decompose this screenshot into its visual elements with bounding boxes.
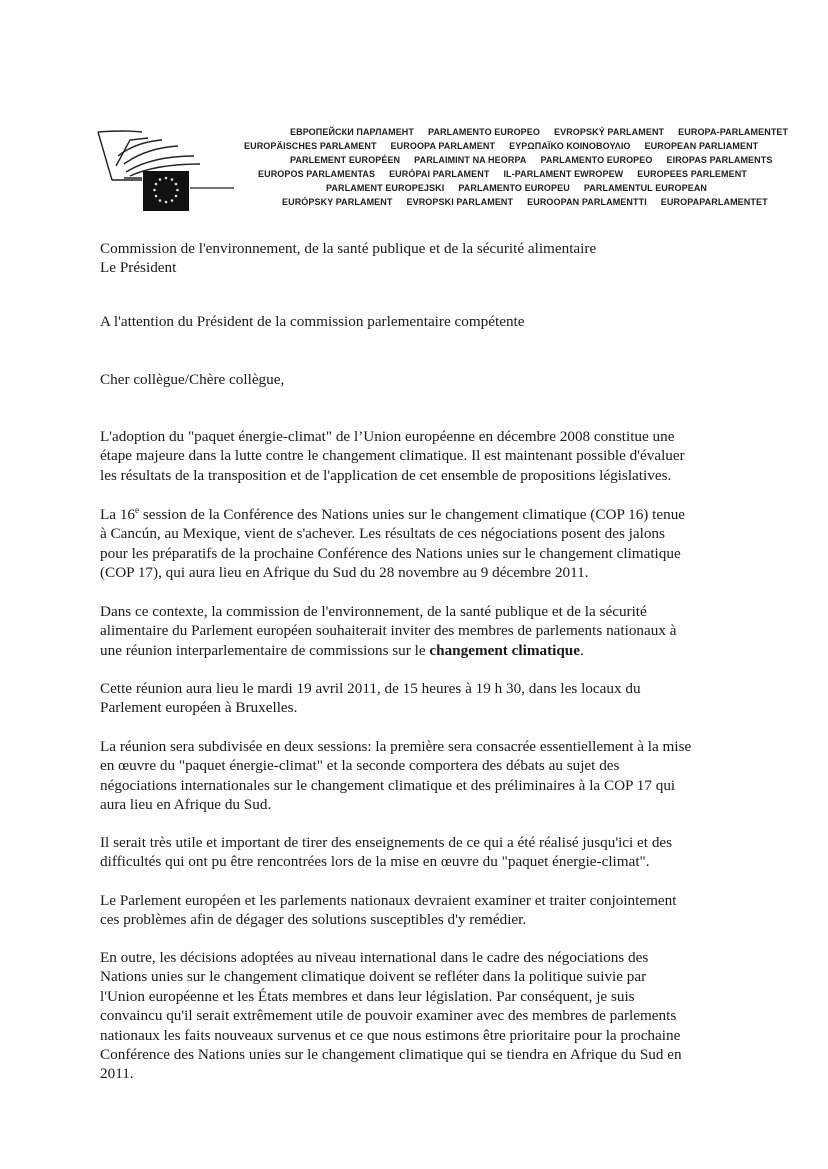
text-line: Conférence des Nations unies sur le changement climatique qui se tiendra en Afrique du Sud en [100,1046,682,1064]
text-line: Dans ce contexte, la commission de l'environnement, de la santé publique et de la sécurité [100,603,647,620]
text-line: Parlement européen à Bruxelles. [100,699,298,717]
paragraph-6 [100,833,748,872]
text-line: La réunion sera subdivisée en deux sessions: la première sera consacrée essentiellement à la mise [100,738,692,755]
text-line: Nations unies sur le changement climatique doivent se refléter dans la politique suivie par [100,968,647,986]
letterhead-line [290,155,786,165]
text-line [100,505,748,524]
letterhead-name: EIROPAS PARLAMENTS [666,155,773,165]
letterhead-name: PARLAIMINT NA HEORPA [414,155,527,165]
text-fragment: La 16 [100,506,136,523]
letterhead-name: EUROPA-PARLAMENTET [678,127,789,137]
text-line: Il serait très utile et important de tirer des enseignements de ce qui a été réalisé jusqu'ici et des [100,834,673,851]
committee-name: Commission de l'environnement, de la santé publique et de la sécurité alimentaire [100,240,597,257]
text-line: étape majeure dans la lutte contre le changement climatique. Il est maintenant possible d'évaluer [100,447,685,465]
text-line: aura lieu en Afrique du Sud. [100,796,272,814]
text-line: En outre, les décisions adoptées au niveau international dans le cadre des négociations des [100,949,649,966]
salutation-text: Cher collègue/Chère collègue, [100,371,285,388]
text-line [100,641,748,660]
text-line: nationaux les faits nouveaux survenus et ce que nous estimons être prioritaire pour la prochaine [100,1026,681,1044]
letterhead-name: PARLAMENTUL EUROPEAN [583,183,708,193]
letterhead-name: PARLAMENTO EUROPEO [428,127,540,137]
addressee [100,312,748,331]
text-line: Le Parlement européen et les parlements nationaux devraient examiner et traiter conjointement [100,892,677,909]
letterhead-line [258,169,761,179]
text-line: alimentaire du Parlement européen souhaiterait inviter des membres de parlements nationaux à [100,622,677,640]
letterhead-name: EUROPEAN PARLIAMENT [644,141,759,151]
text-line: difficultés qui ont pu être rencontrées lors de la mise en œuvre du "paquet énergie-climat". [100,853,650,871]
text-line: les résultats de la transposition et de l'application de cet ensemble de propositions législatives. [100,466,672,484]
text-line: (COP 17), qui aura lieu en Afrique du Sud du 28 novembre au 9 décembre 2011. [100,564,589,582]
text-line: l'Union européenne et les États membres et dans leur législation. Par conséquent, je suis [100,987,635,1005]
letterhead-name: IL-PARLAMENT EWROPEW [503,169,624,179]
letterhead-name: EURÓPAI PARLAMENT [389,169,490,179]
text-fragment: une réunion interparlementaire de commissions sur le [100,641,430,659]
paragraph-7 [100,891,748,930]
letterhead-name: PARLAMENT EUROPEJSKI [326,183,445,193]
letterhead-line [282,197,782,207]
text-fragment: . [579,641,584,659]
paragraph-4 [100,679,748,718]
paragraph-3 [100,602,748,660]
letterhead-name: EUROOPAN PARLAMENTTI [527,197,647,207]
text-line: L'adoption du "paquet énergie-climat" de l’Union européenne en décembre 2008 constitue une [100,428,675,445]
text-line: ces problèmes afin de dégager des solutions susceptibles d'y remédier. [100,911,527,929]
letterhead-name: PARLAMENTO EUROPEU [458,183,570,193]
letterhead-line [326,183,721,193]
letterhead-line [244,141,772,151]
text-line: Cette réunion aura lieu le mardi 19 avril 2011, de 15 heures à 19 h 30, dans les locaux du [100,680,641,697]
letterhead-line [290,127,802,137]
text-line: convaincu qu'il serait extrêmement utile de pouvoir examiner avec des membres de parlements [100,1007,677,1025]
paragraph-5 [100,737,748,815]
addressee-text: A l'attention du Président de la commission parlementaire compétente [100,313,525,330]
letterhead-name: EUROPAPARLAMENTET [660,197,768,207]
letterhead-name: PARLAMENTO EUROPEO [540,155,653,165]
letterhead-name: EUROPOS PARLAMENTAS [258,169,376,179]
paragraph-1 [100,427,748,485]
letterhead-name: EUROPÄISCHES PARLAMENT [244,141,377,151]
superscript: e [135,504,140,515]
paragraph-2 [100,505,748,583]
paragraph-8 [100,948,748,1084]
bold-topic: changement climatique [429,641,580,659]
letterhead-name: EVROPSKI PARLAMENT [406,197,514,207]
committee-header [100,239,748,278]
letterhead-name: ЕВРОПЕЙСКИ ПАРЛАМЕНТ [290,127,415,137]
committee-role: Le Président [100,259,177,277]
text-line: négociations internationales sur le changement climatique et des préliminaires à la COP 17 qui [100,776,676,794]
letterhead-name: PARLEMENT EUROPÉEN [290,155,401,165]
letterhead-name: EURÓPSKY PARLAMENT [282,197,393,207]
letterhead-name: EUROPEES PARLEMENT [637,169,747,179]
text-fragment: session de la Conférence des Nations unies sur le changement climatique (COP 16) tenue [139,506,686,523]
text-line: pour les préparatifs de la prochaine Conférence des Nations unies sur le changement climatique [100,544,681,562]
letterhead-name: EUROOPA PARLAMENT [390,141,496,151]
letterhead-name: ΕΥΡΩΠΑΪΚΟ ΚΟΙΝΟΒΟΥΛΙΟ [509,141,631,151]
european-parliament-logo [96,126,236,216]
text-line: à Cancún, au Mexique, vient de s'achever. Les résultats de ces négociations posent des jalons [100,525,665,543]
letterhead-name: EVROPSKÝ PARLAMENT [554,127,665,137]
salutation [100,370,748,389]
text-line: en œuvre du "paquet énergie-climat" et la seconde comportera des débats au sujet des [100,757,620,775]
text-line: 2011. [100,1065,134,1083]
